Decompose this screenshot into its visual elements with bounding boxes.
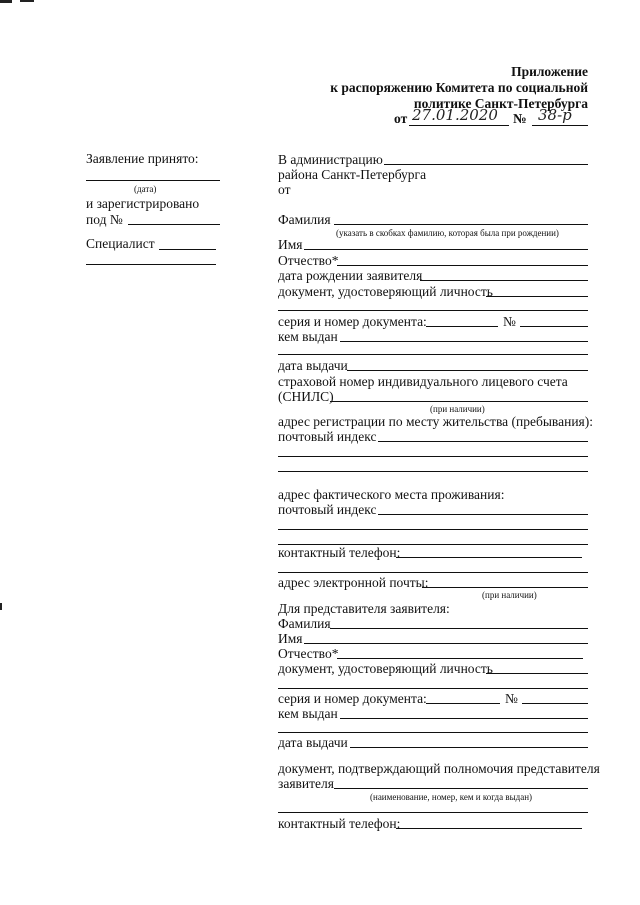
registration-address-label: адрес регистрации по месту жительства (пребывания): xyxy=(278,414,594,429)
birth-date-field[interactable] xyxy=(420,280,588,281)
patronymic-field[interactable] xyxy=(337,265,588,266)
rep-phone-field[interactable] xyxy=(396,828,582,829)
rep-patronymic-label: Отчество* xyxy=(278,646,339,661)
rep-issued-by-label: кем выдан xyxy=(278,706,338,721)
accepted-date-field[interactable] xyxy=(86,180,220,181)
scan-mark xyxy=(0,0,12,3)
rep-surname-field[interactable] xyxy=(330,628,588,629)
birth-date-label: дата рождении заявителя xyxy=(278,268,423,283)
authority-document-field-2[interactable] xyxy=(278,812,588,813)
rep-series-number-label: серия и номер документа: xyxy=(278,691,427,706)
id-document-field[interactable] xyxy=(486,296,588,297)
series-number-label: серия и номер документа: xyxy=(278,314,427,329)
actual-address-field[interactable] xyxy=(278,529,588,530)
accepted-label: Заявление принято: xyxy=(86,151,199,166)
snils-hint: (при наличии) xyxy=(430,404,485,414)
scan-mark xyxy=(20,0,34,2)
issued-by-field-2[interactable] xyxy=(278,354,588,355)
rep-name-label: Имя xyxy=(278,631,303,646)
email-hint: (при наличии) xyxy=(482,590,537,600)
name-label: Имя xyxy=(278,237,303,252)
rep-id-document-field-2[interactable] xyxy=(278,688,588,689)
district-label: района Санкт-Петербурга xyxy=(278,167,427,182)
snils-label: страховой номер индивидуального лицевого счета xyxy=(278,374,568,389)
phone-label: контактный телефон: xyxy=(278,545,401,560)
specialist-label: Специалист xyxy=(86,236,155,251)
postal-index-field[interactable] xyxy=(378,441,588,442)
representative-heading: Для представителя заявителя: xyxy=(278,601,450,616)
appendix-order: к распоряжению Комитета по социальной xyxy=(330,80,588,95)
registration-address-field-2[interactable] xyxy=(278,471,588,472)
id-document-field-2[interactable] xyxy=(278,310,588,311)
number-sign: № xyxy=(503,314,516,329)
actual-postal-index-field[interactable] xyxy=(378,514,588,515)
rep-phone-label: контактный телефон: xyxy=(278,816,401,831)
registration-number-field[interactable] xyxy=(128,224,220,225)
issued-by-field[interactable] xyxy=(340,341,588,342)
rep-issued-by-field-2[interactable] xyxy=(278,732,588,733)
rep-issue-date-label: дата выдачи xyxy=(278,735,348,750)
appendix-number-label: № xyxy=(513,111,527,126)
rep-surname-label: Фамилия xyxy=(278,616,331,631)
appendix-committee: политике Санкт-Петербурга xyxy=(413,96,588,111)
appendix-date-prefix: от xyxy=(394,111,408,126)
rep-id-document-field[interactable] xyxy=(486,673,588,674)
appendix-date-value: 27.01.2020 xyxy=(412,106,498,124)
rep-patronymic-field[interactable] xyxy=(337,658,583,659)
registration-address-field[interactable] xyxy=(278,456,588,457)
authority-document-label: документ, подтверждающий полномочия представителя xyxy=(278,761,600,776)
rep-series-field[interactable] xyxy=(426,703,500,704)
from-label: от xyxy=(278,182,291,197)
rep-number-sign: № xyxy=(505,691,518,706)
surname-hint: (указать в скобках фамилию, которая была при рождении) xyxy=(336,228,559,238)
series-field[interactable] xyxy=(426,326,498,327)
rep-name-field[interactable] xyxy=(304,643,588,644)
specialist-field[interactable] xyxy=(159,249,216,250)
phone-field[interactable] xyxy=(396,557,582,558)
authority-document-field[interactable] xyxy=(334,788,588,789)
id-document-label: документ, удостоверяющий личность xyxy=(278,284,493,299)
actual-postal-index-label: почтовый индекс xyxy=(278,502,377,517)
rep-number-field[interactable] xyxy=(522,703,588,704)
appendix-title: Приложение xyxy=(511,64,588,79)
email-label: адрес электронной почты: xyxy=(278,575,429,590)
name-field[interactable] xyxy=(304,249,588,250)
registered-label: и зарегистрировано xyxy=(86,196,200,211)
authority-document-hint: (наименование, номер, кем и когда выдан) xyxy=(370,792,533,802)
patronymic-label: Отчество* xyxy=(278,253,339,268)
surname-field[interactable] xyxy=(334,224,588,225)
administration-field[interactable] xyxy=(384,164,588,165)
issued-by-label: кем выдан xyxy=(278,329,338,344)
applicant-label: заявителя xyxy=(278,776,334,791)
rep-issued-by-field[interactable] xyxy=(340,718,588,719)
appendix-date-line xyxy=(409,125,509,126)
registration-number-label: под № xyxy=(86,212,123,227)
appendix-number-value: 38-р xyxy=(538,106,572,124)
appendix-number-line xyxy=(532,125,588,126)
number-field[interactable] xyxy=(520,326,588,327)
issue-date-label: дата выдачи xyxy=(278,358,348,373)
issue-date-field[interactable] xyxy=(347,370,588,371)
date-caption: (дата) xyxy=(134,184,157,194)
postal-index-label: почтовый индекс xyxy=(278,429,377,444)
snils-field[interactable] xyxy=(330,401,588,402)
email-field[interactable] xyxy=(422,587,588,588)
to-administration-label: В администрацию xyxy=(278,152,383,167)
snils-abbr-label: (СНИЛС) xyxy=(278,389,334,404)
surname-label: Фамилия xyxy=(278,212,331,227)
actual-address-label: адрес фактического места проживания: xyxy=(278,487,505,502)
scan-mark xyxy=(0,603,2,610)
rep-id-document-label: документ, удостоверяющий личность xyxy=(278,661,493,676)
specialist-signature-field[interactable] xyxy=(86,264,216,265)
rep-issue-date-field[interactable] xyxy=(350,747,588,748)
phone-field-2[interactable] xyxy=(278,572,588,573)
